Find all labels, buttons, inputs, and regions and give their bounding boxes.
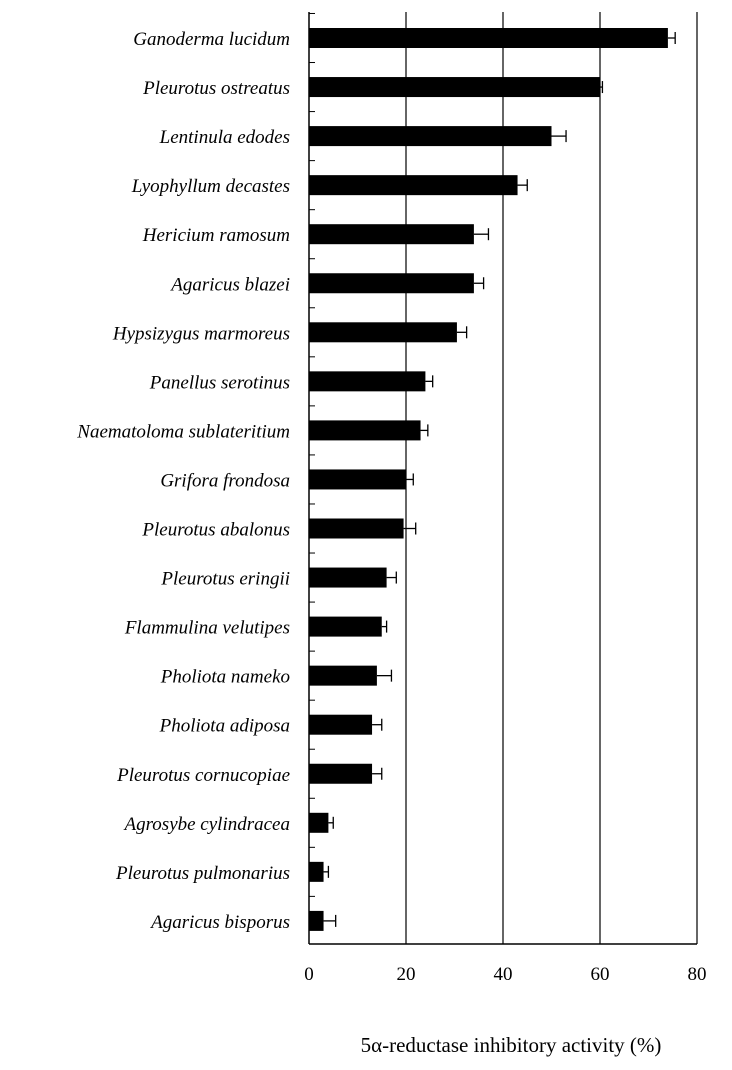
error-bar <box>404 523 416 535</box>
category-label: Pleurotus ostreatus <box>143 78 290 100</box>
error-bar <box>382 621 387 633</box>
error-bar <box>474 277 484 289</box>
category-label: Pleurotus abalonus <box>142 519 290 541</box>
bar <box>309 420 421 440</box>
category-label: Lyophyllum decastes <box>131 176 290 198</box>
bar <box>309 77 600 97</box>
category-label: Agrosybe cylindracea <box>124 813 290 835</box>
bar <box>309 469 406 489</box>
category-label: Agaricus blazei <box>171 274 290 296</box>
category-label: Pleurotus pulmonarius <box>116 862 290 884</box>
error-bar <box>324 866 329 878</box>
error-bar <box>387 572 397 584</box>
x-tick-label: 0 <box>304 964 314 985</box>
x-axis-title: 5α-reductase inhibitory activity (%) <box>360 1033 662 1057</box>
bars <box>309 28 668 931</box>
bar <box>309 126 552 146</box>
category-label: Agaricus bisporus <box>151 911 290 933</box>
bar <box>309 813 328 833</box>
x-tick-label: 80 <box>687 964 707 985</box>
error-bar <box>372 719 382 731</box>
bar <box>309 617 382 637</box>
error-bar <box>421 424 428 436</box>
category-label: Ganoderma lucidum <box>133 29 290 50</box>
error-bar <box>328 817 333 829</box>
category-label: Pholiota adiposa <box>159 715 290 737</box>
bar <box>309 911 324 931</box>
bar <box>309 666 377 686</box>
bar <box>309 175 518 195</box>
error-bar <box>425 375 432 387</box>
bar <box>309 715 372 735</box>
bar <box>309 273 474 293</box>
bar <box>309 224 474 244</box>
bar <box>309 568 387 588</box>
error-bar <box>518 179 528 191</box>
error-bar <box>668 32 675 44</box>
category-label: Flammulina velutipes <box>124 617 290 639</box>
bar <box>309 519 404 539</box>
bar <box>309 764 372 784</box>
error-bar <box>372 768 382 780</box>
bar <box>309 862 324 882</box>
x-tick-label: 60 <box>590 964 610 985</box>
category-label: Pleurotus eringii <box>161 568 290 590</box>
bar <box>309 322 457 342</box>
category-label: Naematoloma sublateritium <box>77 421 290 443</box>
error-bar <box>457 326 467 338</box>
x-tick-label: 20 <box>396 964 416 985</box>
category-label: Lentinula edodes <box>159 127 290 149</box>
gridlines <box>406 12 697 944</box>
error-bar <box>552 130 567 142</box>
bar <box>309 371 425 391</box>
category-label: Panellus serotinus <box>149 372 290 394</box>
category-label: Pleurotus cornucopiae <box>117 764 290 786</box>
category-labels <box>76 29 290 933</box>
bar <box>309 28 668 48</box>
x-tick-label: 40 <box>493 964 513 985</box>
category-label: Hypsizygus marmoreus <box>112 323 290 345</box>
error-bar <box>377 670 392 682</box>
error-bar <box>474 228 489 240</box>
category-label: Hericium ramosum <box>142 225 290 247</box>
error-bar <box>324 915 336 927</box>
category-label: Pholiota nameko <box>160 666 290 688</box>
category-label: Grifora frondosa <box>160 470 290 492</box>
tick-labels <box>304 964 706 985</box>
error-bar <box>406 473 413 485</box>
